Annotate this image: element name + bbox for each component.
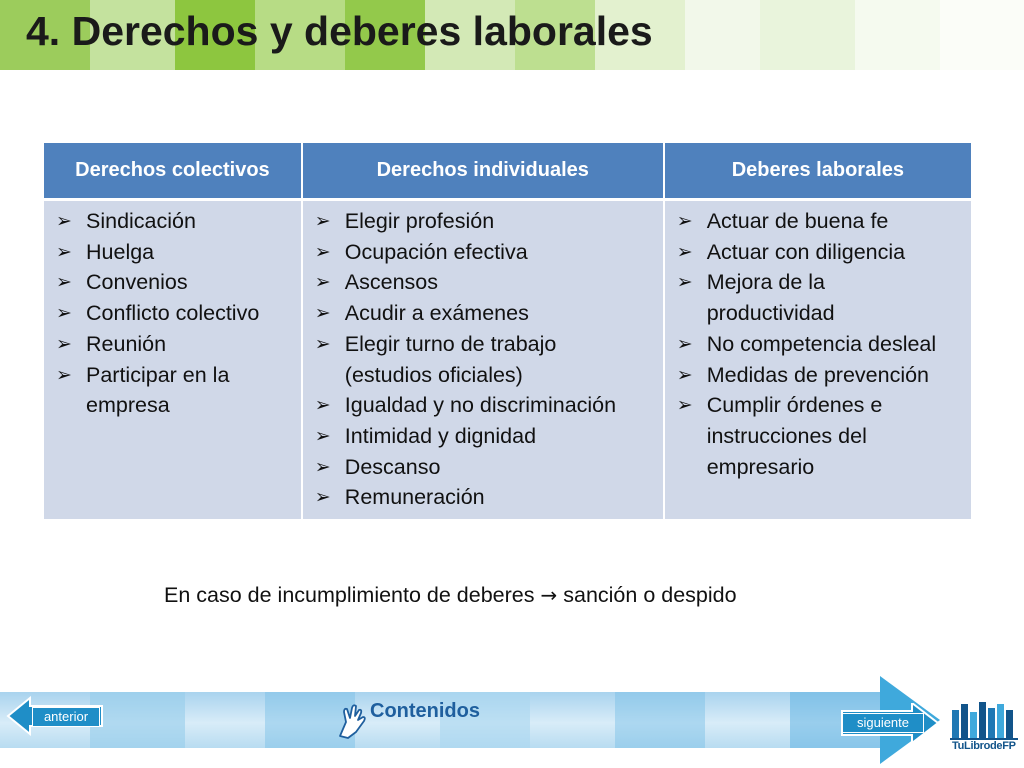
logo-book [952, 710, 959, 740]
list-item: ➢ Actuar con diligencia [677, 237, 963, 268]
header-labor-duties: Deberes laborales [665, 143, 971, 201]
list-item: ➢ Actuar de buena fe [677, 206, 963, 237]
list-item: ➢ Elegir turno de trabajo (estudios oficiales) [315, 329, 655, 390]
list-item: ➢ Igualdad y no discriminación [315, 390, 655, 421]
list-item: ➢ Cumplir órdenes e instrucciones del empresario [677, 390, 963, 482]
table-row [44, 201, 971, 519]
rights-duties-table [44, 143, 971, 519]
table-header-row [44, 143, 971, 201]
header-collective-rights: Derechos colectivos [44, 143, 303, 201]
next-button-label: siguiente [842, 713, 924, 733]
list-item: ➢ Medidas de prevención [677, 360, 963, 391]
list-item: ➢ No competencia desleal [677, 329, 963, 360]
banner-segment [685, 0, 760, 70]
list-item: ➢ Ocupación efectiva [315, 237, 655, 268]
list-item: ➢ Convenios [56, 267, 293, 298]
nav-tile [615, 692, 705, 748]
list-item: ➢ Ascensos [315, 267, 655, 298]
right-arrow-icon: → [540, 583, 558, 607]
tulibrodefp-logo [948, 690, 1020, 760]
list-item: ➢ Remuneración [315, 482, 655, 513]
list-item: ➢ Acudir a exámenes [315, 298, 655, 329]
labor-duties-list [677, 206, 963, 482]
collective-rights-cell [44, 201, 303, 519]
collective-rights-list [56, 206, 293, 421]
previous-button[interactable] [6, 696, 106, 736]
banner-segment [855, 0, 940, 70]
list-item: ➢ Descanso [315, 452, 655, 483]
individual-rights-cell [303, 201, 665, 519]
title-banner [0, 0, 1024, 70]
note-text-after: sanción o despido [563, 583, 737, 607]
logo-book [979, 702, 986, 740]
logo-book [961, 704, 968, 740]
logo-book [997, 704, 1004, 740]
labor-duties-cell [665, 201, 971, 519]
list-item: ➢ Participar en la empresa [56, 360, 293, 421]
list-item: ➢ Conflicto colectivo [56, 298, 293, 329]
note-text-before: En caso de incumplimiento de deberes [164, 583, 535, 607]
list-item: ➢ Mejora de la productividad [677, 267, 963, 328]
list-item: ➢ Intimidad y dignidad [315, 421, 655, 452]
list-item: ➢ Elegir profesión [315, 206, 655, 237]
banner-segment [760, 0, 855, 70]
pointing-hand-icon [336, 702, 368, 740]
individual-rights-list [315, 206, 655, 513]
header-individual-rights: Derechos individuales [303, 143, 665, 201]
banner-segment [940, 0, 1024, 70]
previous-button-label: anterior [32, 707, 100, 727]
slide-title: 4. Derechos y deberes laborales [26, 8, 653, 54]
list-item: ➢ Sindicación [56, 206, 293, 237]
list-item: ➢ Huelga [56, 237, 293, 268]
list-item: ➢ Reunión [56, 329, 293, 360]
logo-book [988, 708, 995, 740]
logo-text: TuLibrodeFP [952, 740, 1016, 752]
logo-book [970, 712, 977, 740]
next-button[interactable] [840, 703, 940, 743]
breach-consequence-note [164, 583, 737, 608]
logo-book [1006, 710, 1013, 740]
contents-label: Contenidos [370, 700, 480, 722]
